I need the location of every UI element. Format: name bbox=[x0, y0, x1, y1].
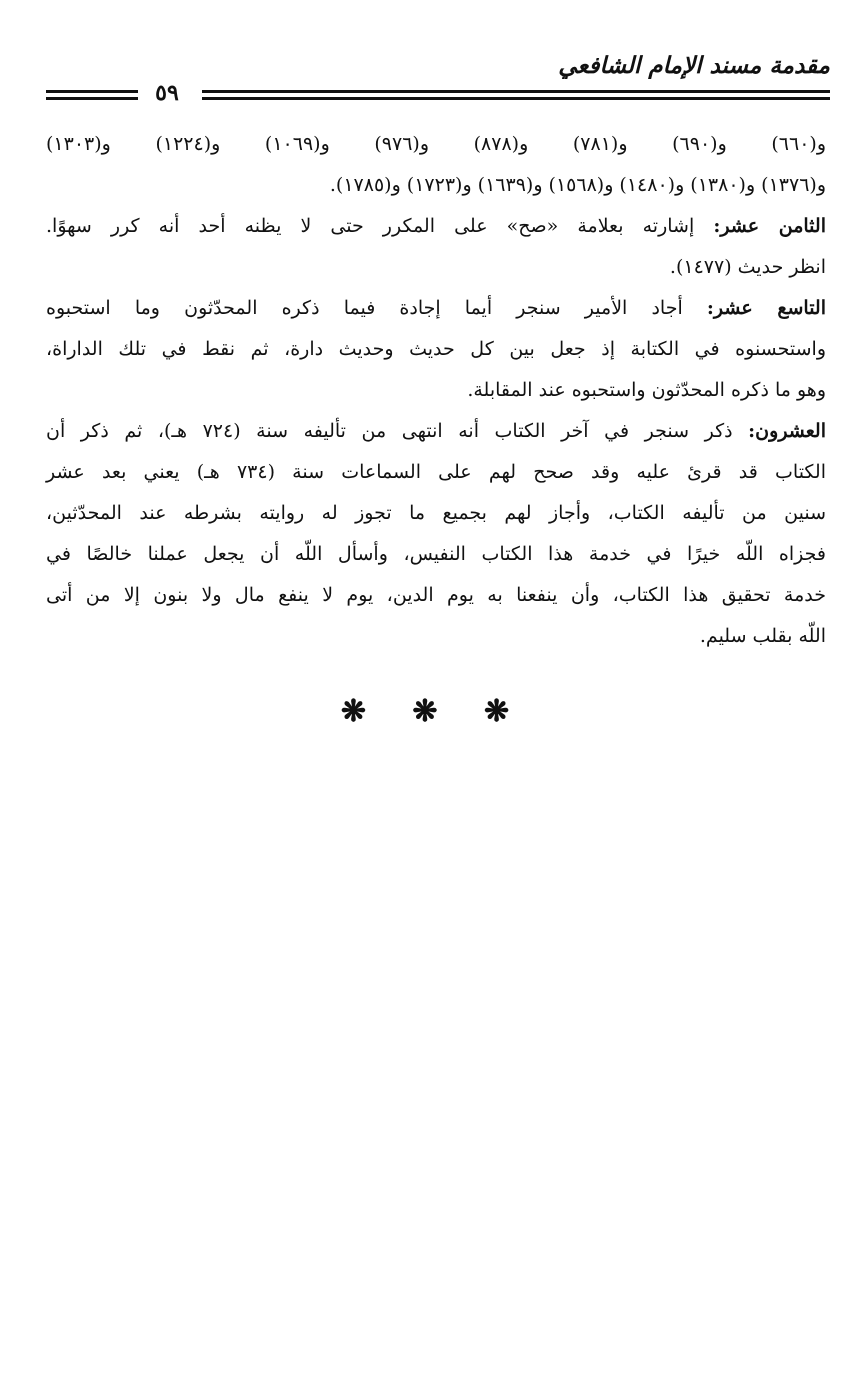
paragraph-nineteenth-heading: التاسع عشر: bbox=[706, 297, 826, 319]
running-header-title: مقدمة مسند الإمام الشافعي bbox=[558, 52, 830, 79]
paragraph-twentieth-line-5: خدمة تحقيق هذا الكتاب، وأن ينفعنا به يوم الدين، يوم لا ينفع مال ولا بنون إلا من أتى bbox=[46, 584, 826, 606]
paragraph-twentieth-heading: العشرون: bbox=[748, 420, 826, 442]
numbers-line-1: و(٦٦٠) و(٦٩٠) و(٧٨١) و(٨٧٨) و(٩٧٦) و(١٠٦٩) و(١٢٢٤) و(١٣٠٣) bbox=[46, 133, 826, 155]
paragraph-twentieth-line-4: فجزاه اللّه خيرًا في خدمة هذا الكتاب النفيس، وأسأل اللّه أن يجعل عملنا خالصًا في bbox=[46, 543, 826, 565]
paragraph-nineteenth bbox=[46, 288, 826, 411]
paragraph-eighteenth-heading: الثامن عشر: bbox=[713, 215, 826, 237]
paragraph-twentieth-line-1 bbox=[46, 411, 826, 452]
header-rule-left bbox=[46, 90, 138, 100]
paragraph-twentieth-line-6: اللّه بقلب سليم. bbox=[699, 625, 826, 647]
paragraph-nineteenth-line-1-text: أجاد الأمير سنجر أيما إجادة فيما ذكره المحدّثون وما استحبوه bbox=[46, 297, 707, 319]
page-body bbox=[46, 124, 826, 657]
section-separator-asterisks: ❋ ❋ ❋ bbox=[340, 694, 528, 729]
paragraph-eighteenth-line-1 bbox=[46, 206, 826, 247]
paragraph-eighteenth-line-2: انظر حديث (١٤٧٧). bbox=[669, 256, 826, 278]
paragraph-eighteenth bbox=[46, 206, 826, 288]
paragraph-nineteenth-line-3: وهو ما ذكره المحدّثون واستحبوه عند المقابلة. bbox=[467, 379, 826, 401]
numbers-line-2: و(١٣٧٦) و(١٣٨٠) و(١٤٨٠) و(١٥٦٨) و(١٦٣٩) و(١٧٢٣) و(١٧٨٥). bbox=[329, 174, 826, 196]
page-number: ٥٩ bbox=[155, 80, 179, 106]
paragraph-nineteenth-line-2: واستحسنوه في الكتابة إذ جعل بين كل حديث وحديث دارة، ثم نقط في تلك الداراة، bbox=[46, 338, 826, 360]
running-header bbox=[46, 48, 830, 108]
numbers-paragraph bbox=[46, 124, 826, 206]
header-rule-right bbox=[202, 90, 830, 100]
paragraph-twentieth-line-2: الكتاب قد قرئ عليه وقد صحح لهم على السماعات سنة (٧٣٤ هـ) يعني بعد عشر bbox=[46, 461, 826, 483]
paragraph-eighteenth-line-1-text: إشارته بعلامة «صح» على المكرر حتى لا يظنه أحد أنه كرر سهوًا. bbox=[46, 215, 714, 237]
paragraph-twentieth-line-3: سنين من تأليفه الكتاب، وأجاز لهم بجميع ما تجوز له روايته بشرطه عند المحدّثين، bbox=[46, 502, 826, 524]
paragraph-nineteenth-line-1 bbox=[46, 288, 826, 329]
paragraph-twentieth bbox=[46, 411, 826, 657]
paragraph-twentieth-line-1-text: ذكر سنجر في آخر الكتاب أنه انتهى من تأليفه سنة (٧٢٤ هـ)، ثم ذكر أن bbox=[46, 420, 749, 442]
